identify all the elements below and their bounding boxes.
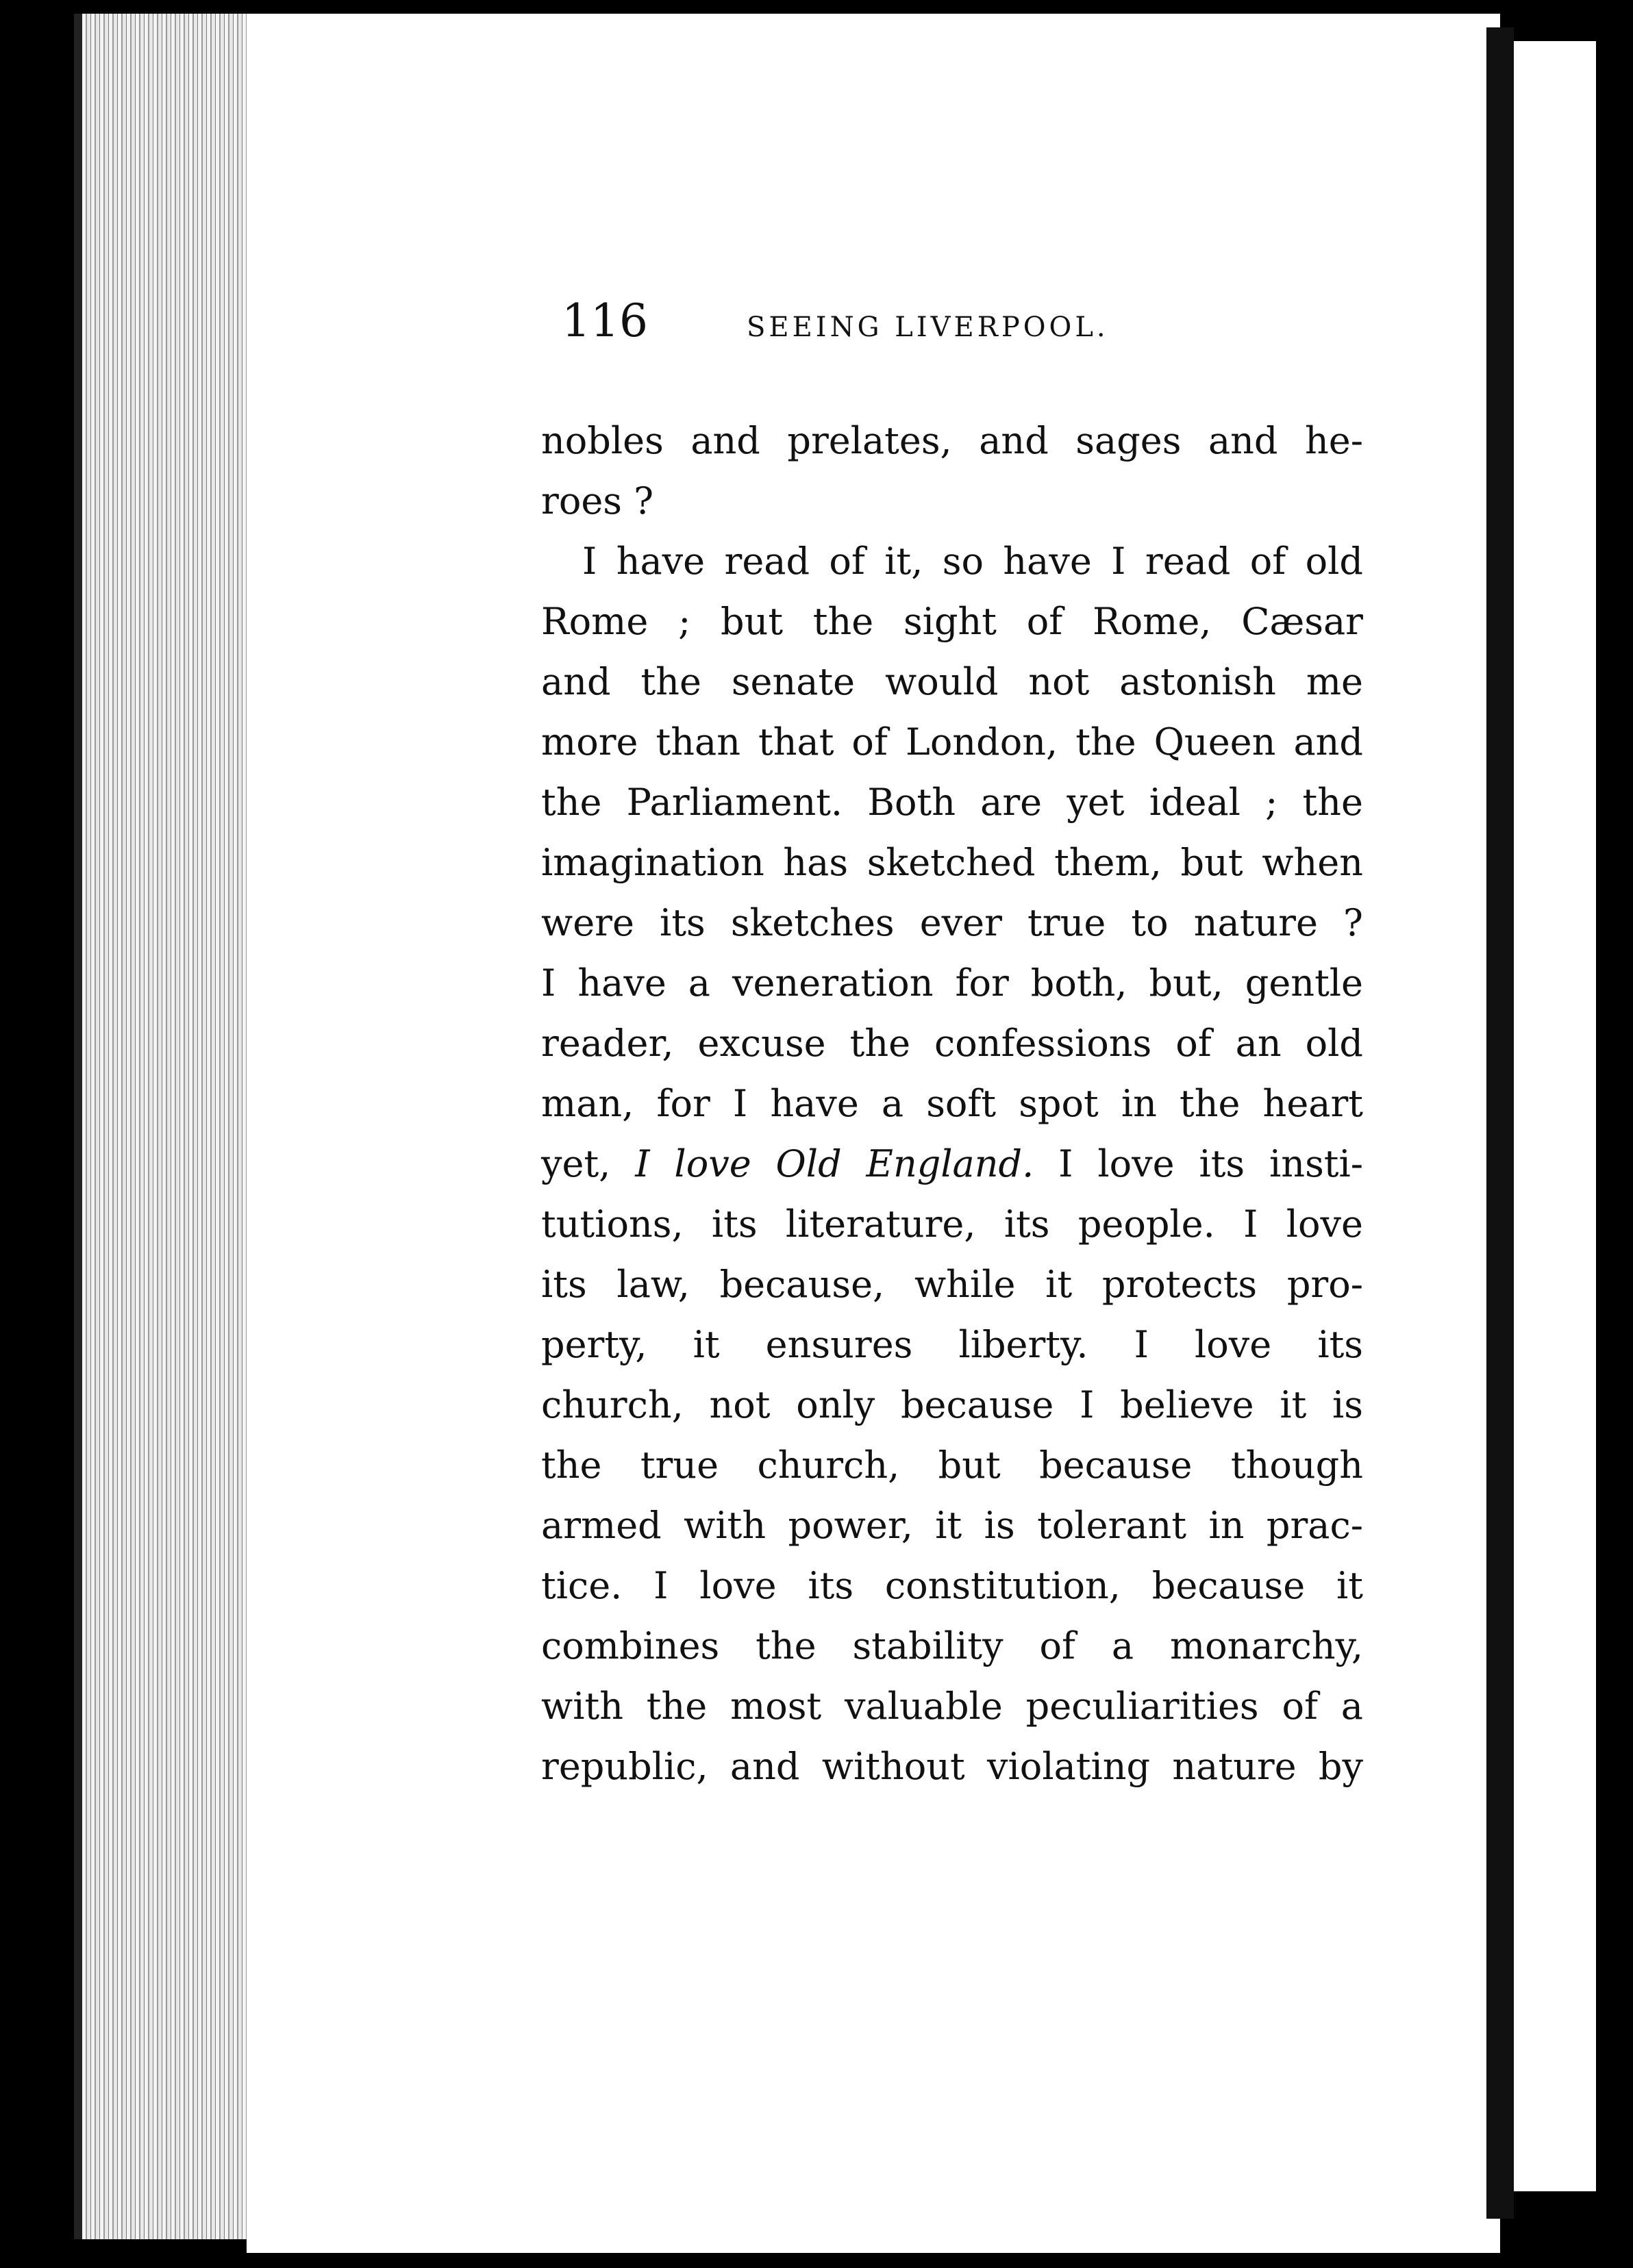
text-line: tutions, its literature, its people. I love xyxy=(541,1202,1363,1246)
text-line: tice. I love its constitution, because it xyxy=(541,1564,1363,1607)
text-line: its law, because, while it protects pro- xyxy=(541,1263,1363,1306)
text-line: Rome ; but the sight of Rome, Cæsar xyxy=(541,600,1363,643)
right-gutter xyxy=(1486,27,1514,2219)
text-line: with the most valuable peculiarities of a xyxy=(541,1685,1363,1728)
running-head-title: SEEING LIVERPOOL. xyxy=(747,312,1109,343)
page-text xyxy=(541,294,1363,1797)
text-line: the Parliament. Both are yet ideal ; the xyxy=(541,781,1363,824)
facing-page-sliver xyxy=(1514,41,1596,2191)
text-fragment: I love its insti- xyxy=(1058,1142,1363,1185)
text-line: more than that of London, the Queen and xyxy=(541,720,1363,764)
italic-phrase: I love Old England. xyxy=(635,1142,1034,1185)
text-line-with-italic xyxy=(541,1134,1363,1194)
text-line: were its sketches ever true to nature ? xyxy=(541,901,1363,944)
text-line: imagination has sketched them, but when xyxy=(541,841,1363,884)
page-number: 116 xyxy=(562,294,648,347)
text-line: combines the stability of a monarchy, xyxy=(541,1624,1363,1667)
text-line: church, not only because I believe it is xyxy=(541,1383,1363,1426)
text-line: I have a veneration for both, but, gentle xyxy=(541,961,1363,1005)
text-line: roes ? xyxy=(541,479,654,522)
text-fragment: yet, xyxy=(541,1142,611,1185)
text-line: the true church, but because though xyxy=(541,1444,1363,1487)
text-line: nobles and prelates, and sages and he- xyxy=(541,419,1363,462)
text-line: reader, excuse the confessions of an old xyxy=(541,1022,1363,1065)
text-line: man, for I have a soft spot in the heart xyxy=(541,1082,1363,1125)
text-line: republic, and without violating nature by xyxy=(541,1745,1363,1788)
page-stack-edges xyxy=(82,14,253,2239)
text-line: armed with power, it is tolerant in prac- xyxy=(541,1504,1363,1547)
running-head xyxy=(541,294,1363,370)
text-line: and the senate would not astonish me xyxy=(541,660,1363,703)
text-line: perty, it ensures liberty. I love its xyxy=(541,1323,1363,1366)
text-line: I have read of it, so have I read of old xyxy=(582,540,1363,583)
